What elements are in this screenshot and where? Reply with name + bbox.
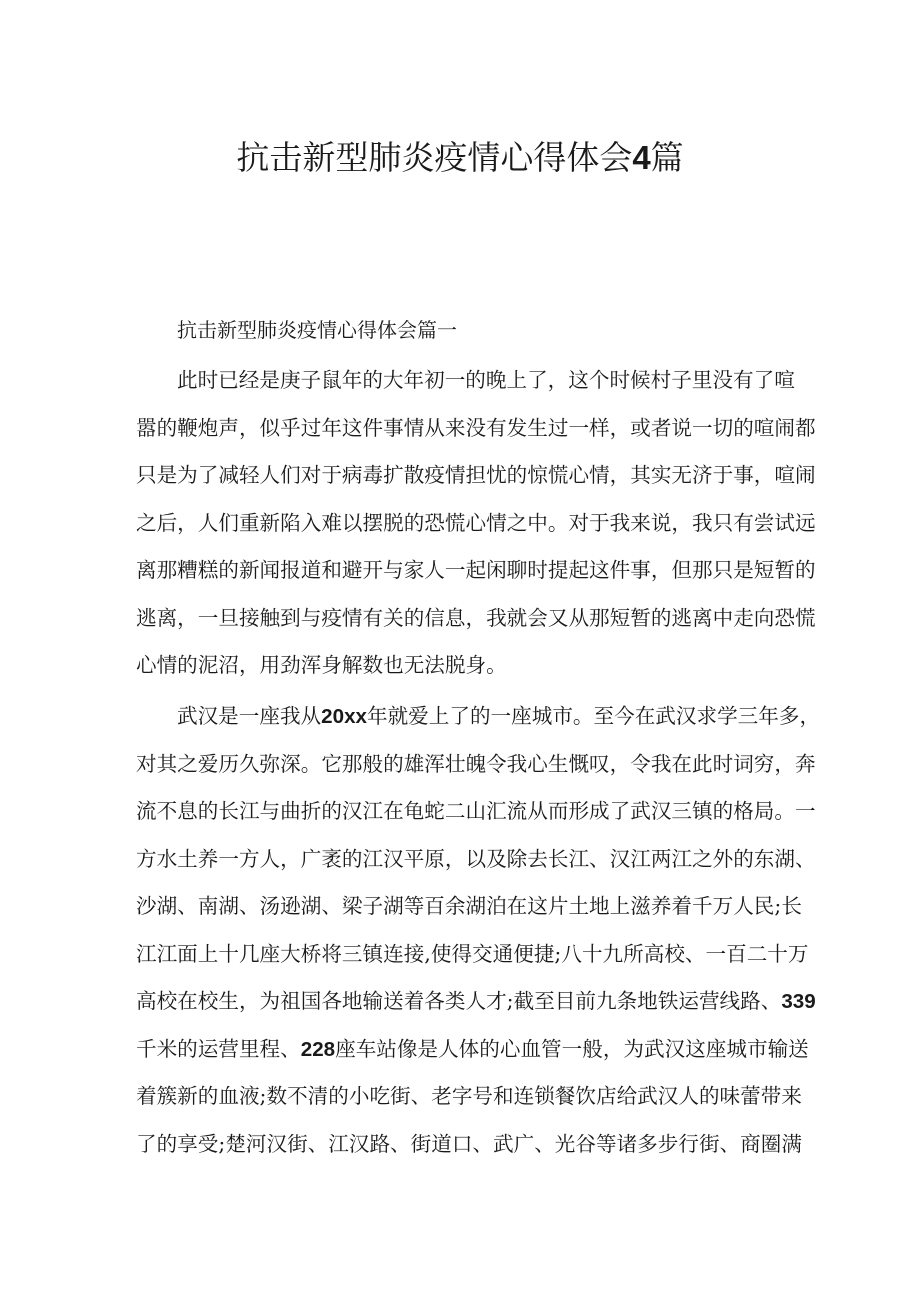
paragraph-line: 离那糟糕的新闻报道和避开与家人一起闲聊时提起这件事，但那只是短暂的	[136, 558, 816, 582]
paragraph-line: 沙湖、南湖、汤逊湖、梁子湖等百余湖泊在这片土地上滋养着千万人民;长	[136, 894, 802, 918]
paragraph-line: 了的享受;楚河汉街、江汉路、街道口、武广、光谷等诸多步行街、商圈满	[136, 1131, 802, 1156]
year-number: 20xx	[321, 705, 367, 728]
paragraph-line: 之后，人们重新陷入难以摆脱的恐慌心情之中。对于我来说，我只有尝试远	[136, 510, 816, 535]
paragraph-line	[136, 693, 821, 741]
paragraph-line: 方水土养一方人，广袤的江汉平原，以及除去长江、汉江两江之外的东湖、	[136, 846, 816, 871]
paragraph-line: 江江面上十几座大桥将三镇连接,使得交通便捷;八十九所高校、一百二十万	[136, 941, 809, 966]
line-text: 武汉是一座我从	[177, 704, 322, 728]
line-text: 高校在校生，为祖国各地输送着各类人才;截至目前九条地铁运营线路、	[136, 989, 782, 1013]
paragraph-line: 嚣的鞭炮声，似乎过年这件事情从来没有发生过一样，或者说一切的喧闹都	[136, 415, 816, 440]
line-text: 千米的运营里程、	[136, 1036, 301, 1061]
paragraph-line: 此时已经是庚子鼠年的大年初一的晚上了，这个时候村子里没有了喧	[177, 368, 795, 392]
section-heading: 抗击新型肺炎疫情心得体会篇一	[177, 318, 457, 342]
paragraph-line: 着簇新的血液;数不清的小吃街、老字号和连锁餐饮店给武汉人的味蕾带来	[136, 1084, 802, 1108]
document-title	[0, 132, 920, 184]
line-text: 年就爱上了的一座城市。至今在武汉求学三年多，	[366, 704, 821, 728]
paragraph-line	[136, 978, 816, 1026]
title-suffix: 篇	[650, 138, 684, 177]
title-text: 抗击新型肺炎疫情心得体会	[236, 138, 633, 177]
paragraph-line: 流不息的长江与曲折的汉江在龟蛇二山汇流从而形成了武汉三镇的格局。一	[136, 799, 816, 823]
paragraph-line: 心情的泥沼，用劲浑身解数也无法脱身。	[136, 653, 507, 677]
paragraph-line: 只是为了减轻人们对于病毒扩散疫情担忧的惊慌心情，其实无济于事，喧闹	[136, 463, 816, 487]
paragraph-1	[136, 357, 816, 690]
line-text: 座车站像是人体的心血管一般，为武汉这座城市输送	[335, 1036, 809, 1061]
paragraph-2	[136, 693, 821, 1168]
paragraph-line: 对其之爱历久弥深。它那般的雄浑壮魄令我心生慨叹，令我在此时词穷，奔	[136, 751, 816, 776]
stations-number: 228	[300, 1037, 336, 1061]
paragraph-line	[136, 1026, 809, 1074]
metro-lines-number: 339	[781, 990, 816, 1013]
paragraph-line: 逃离，一旦接触到与疫情有关的信息，我就会又从那短暂的逃离中走向恐慌	[136, 605, 816, 630]
title-count: 4	[632, 139, 651, 176]
